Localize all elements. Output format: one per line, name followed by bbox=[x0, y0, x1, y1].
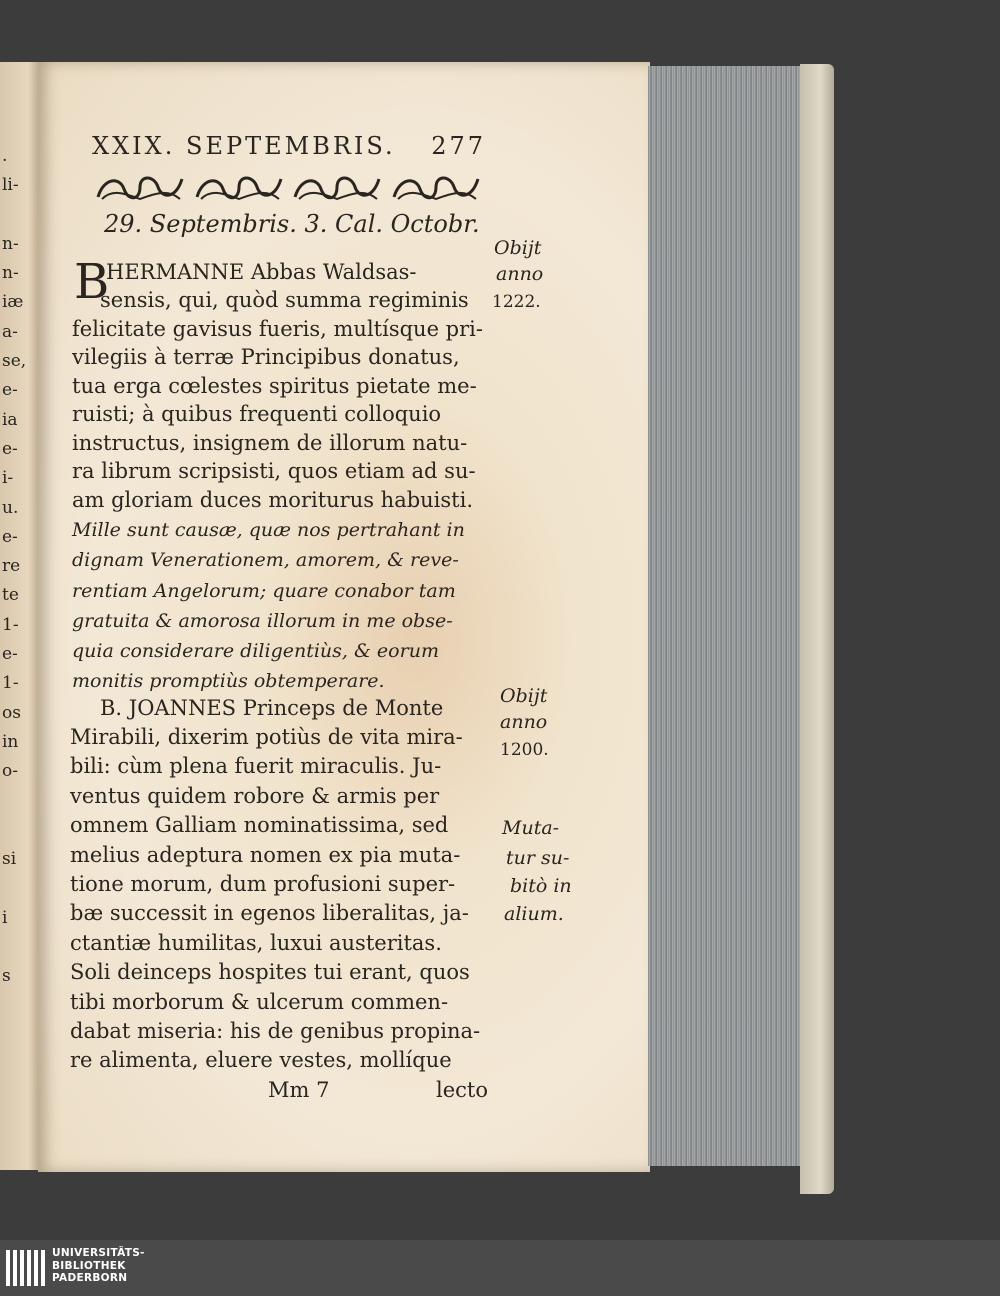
body-line: melius adeptura nomen ex pia muta- bbox=[70, 843, 461, 867]
logo-line: BIBLIOTHEK bbox=[52, 1259, 126, 1272]
library-logo-text bbox=[52, 1247, 145, 1285]
left-page-fragment-line: o- bbox=[2, 761, 18, 782]
body-line-italic: quia considerare diligentiùs, & eorum bbox=[72, 640, 439, 662]
margin-note: anno bbox=[496, 263, 544, 285]
margin-note: anno bbox=[500, 711, 548, 733]
ornament-icon bbox=[193, 171, 285, 205]
left-page-fragment-line bbox=[2, 933, 38, 962]
running-head-title: XXIX. SEPTEMBRIS. bbox=[92, 132, 396, 160]
left-page-fragment-line bbox=[2, 787, 38, 816]
body-line: tua erga cœlestes spiritus pietate me- bbox=[72, 374, 477, 398]
body-line-italic: dignam Venerationem, amorem, & reve- bbox=[72, 549, 459, 571]
left-page-fragment-line: i bbox=[2, 907, 8, 928]
page-block-edge bbox=[648, 66, 804, 1166]
left-page-fragment-line: re bbox=[2, 556, 21, 577]
margin-note: bitò in bbox=[510, 875, 572, 897]
ornament-icon bbox=[390, 171, 482, 205]
body-line-italic: Mille sunt causæ, quæ nos pertrahant in bbox=[72, 519, 465, 541]
body-line: sensis, qui, quòd summa regiminis bbox=[100, 288, 469, 312]
left-page-fragment-line: e- bbox=[2, 526, 18, 547]
ornament-icon bbox=[291, 171, 383, 205]
margin-note: 1200. bbox=[500, 740, 549, 760]
library-logo-icon bbox=[6, 1248, 46, 1290]
left-page-fragment-line: si bbox=[2, 849, 17, 870]
left-page-fragment-line: ia bbox=[2, 409, 18, 430]
left-page-fragment-line: 1- bbox=[2, 614, 19, 635]
left-page-fragment-line: se, bbox=[2, 351, 27, 372]
ornament-icon bbox=[94, 171, 186, 205]
body-line-italic: monitis promptiùs obtemperare. bbox=[72, 670, 385, 692]
left-page-fragment-line: . bbox=[2, 146, 8, 166]
cover-edge bbox=[800, 64, 834, 1194]
body-line: re alimenta, eluere vestes, mollíque bbox=[70, 1048, 452, 1072]
left-page-fragment-line: n- bbox=[2, 233, 19, 254]
body-line: dabat miseria: his de genibus propina- bbox=[70, 1019, 481, 1043]
body-line: felicitate gavisus fueris, multísque pri- bbox=[72, 317, 483, 341]
body-line: B. JOANNES Princeps de Monte bbox=[100, 696, 444, 720]
drop-cap: B bbox=[74, 254, 110, 310]
body-line: Soli deinceps hospites tui erant, quos bbox=[70, 960, 470, 984]
signature-mark: Mm 7 bbox=[268, 1078, 330, 1102]
running-head bbox=[92, 132, 486, 160]
left-page-fragment-line bbox=[2, 816, 38, 845]
body-line-italic: rentiam Angelorum; quare conabor tam bbox=[72, 580, 456, 602]
left-page-fragment-line: iæ bbox=[2, 292, 24, 313]
margin-note: Muta- bbox=[502, 817, 560, 839]
left-page-fragment-line: a- bbox=[2, 321, 18, 342]
left-page-fragment-line: n- bbox=[2, 263, 19, 284]
logo-line: PADERBORN bbox=[52, 1272, 128, 1284]
body-line: ruisti; à quibus frequenti colloquio bbox=[72, 402, 442, 426]
margin-note: Obijt bbox=[494, 237, 542, 259]
left-page-fragment-line: s bbox=[2, 966, 11, 987]
left-page-fragment-line: e- bbox=[2, 644, 18, 665]
body-line: omnem Galliam nominatissima, sed bbox=[70, 813, 449, 837]
body-line: tione morum, dum profusioni super- bbox=[70, 872, 456, 896]
left-page-fragment-line: u. bbox=[2, 497, 19, 518]
body-line: instructus, insignem de illorum natu- bbox=[72, 431, 468, 455]
left-page-fragment-line: e- bbox=[2, 438, 18, 459]
body-line: HERMANNE Abbas Waldsas- bbox=[106, 260, 417, 284]
body-line-italic: gratuita & amorosa illorum in me obse- bbox=[72, 610, 453, 632]
left-page-fragment bbox=[0, 62, 40, 1170]
margin-note: Obijt bbox=[500, 685, 548, 707]
ornament-band bbox=[94, 170, 482, 206]
body-line: bili: cùm plena fuerit miraculis. Ju- bbox=[70, 754, 442, 778]
body-line: vilegiis à terræ Principibus donatus, bbox=[72, 345, 460, 369]
left-page-text-fragments bbox=[2, 142, 38, 992]
left-page-fragment-line: e- bbox=[2, 380, 18, 401]
left-page-fragment-line: te bbox=[2, 585, 19, 606]
footer-bar bbox=[0, 1240, 1000, 1296]
left-page-fragment-line: 1- bbox=[2, 673, 19, 694]
catchword: lecto bbox=[436, 1078, 488, 1102]
left-page-fragment-line: os bbox=[2, 702, 21, 723]
body-line: ventus quidem robore & armis per bbox=[70, 784, 440, 808]
body-line: am gloriam duces moriturus habuisti. bbox=[72, 488, 474, 512]
left-page-fragment-line bbox=[2, 201, 38, 230]
margin-note: alium. bbox=[504, 903, 564, 925]
body-line: ra librum scripsisti, quos etiam ad su- bbox=[72, 459, 476, 483]
body-line: Mirabili, dixerim potiùs de vita mira- bbox=[70, 725, 463, 749]
page-number: 277 bbox=[431, 132, 486, 160]
left-page-fragment-line: li- bbox=[2, 175, 19, 196]
body-line: ctantiæ humilitas, luxui austeritas. bbox=[70, 931, 442, 955]
logo-line: UNIVERSITÄTS- bbox=[52, 1247, 145, 1259]
left-page-fragment-line: i- bbox=[2, 468, 14, 489]
body-line: bæ successit in egenos liberalitas, ja- bbox=[70, 901, 469, 925]
body-line: tibi morborum & ulcerum commen- bbox=[70, 990, 449, 1014]
left-page-fragment-line: in bbox=[2, 731, 19, 752]
margin-note: tur su- bbox=[506, 847, 570, 869]
left-page-fragment-line bbox=[2, 874, 38, 903]
dateline: 29. Septembris. 3. Cal. Octobr. bbox=[104, 210, 480, 238]
margin-note: 1222. bbox=[492, 292, 541, 312]
